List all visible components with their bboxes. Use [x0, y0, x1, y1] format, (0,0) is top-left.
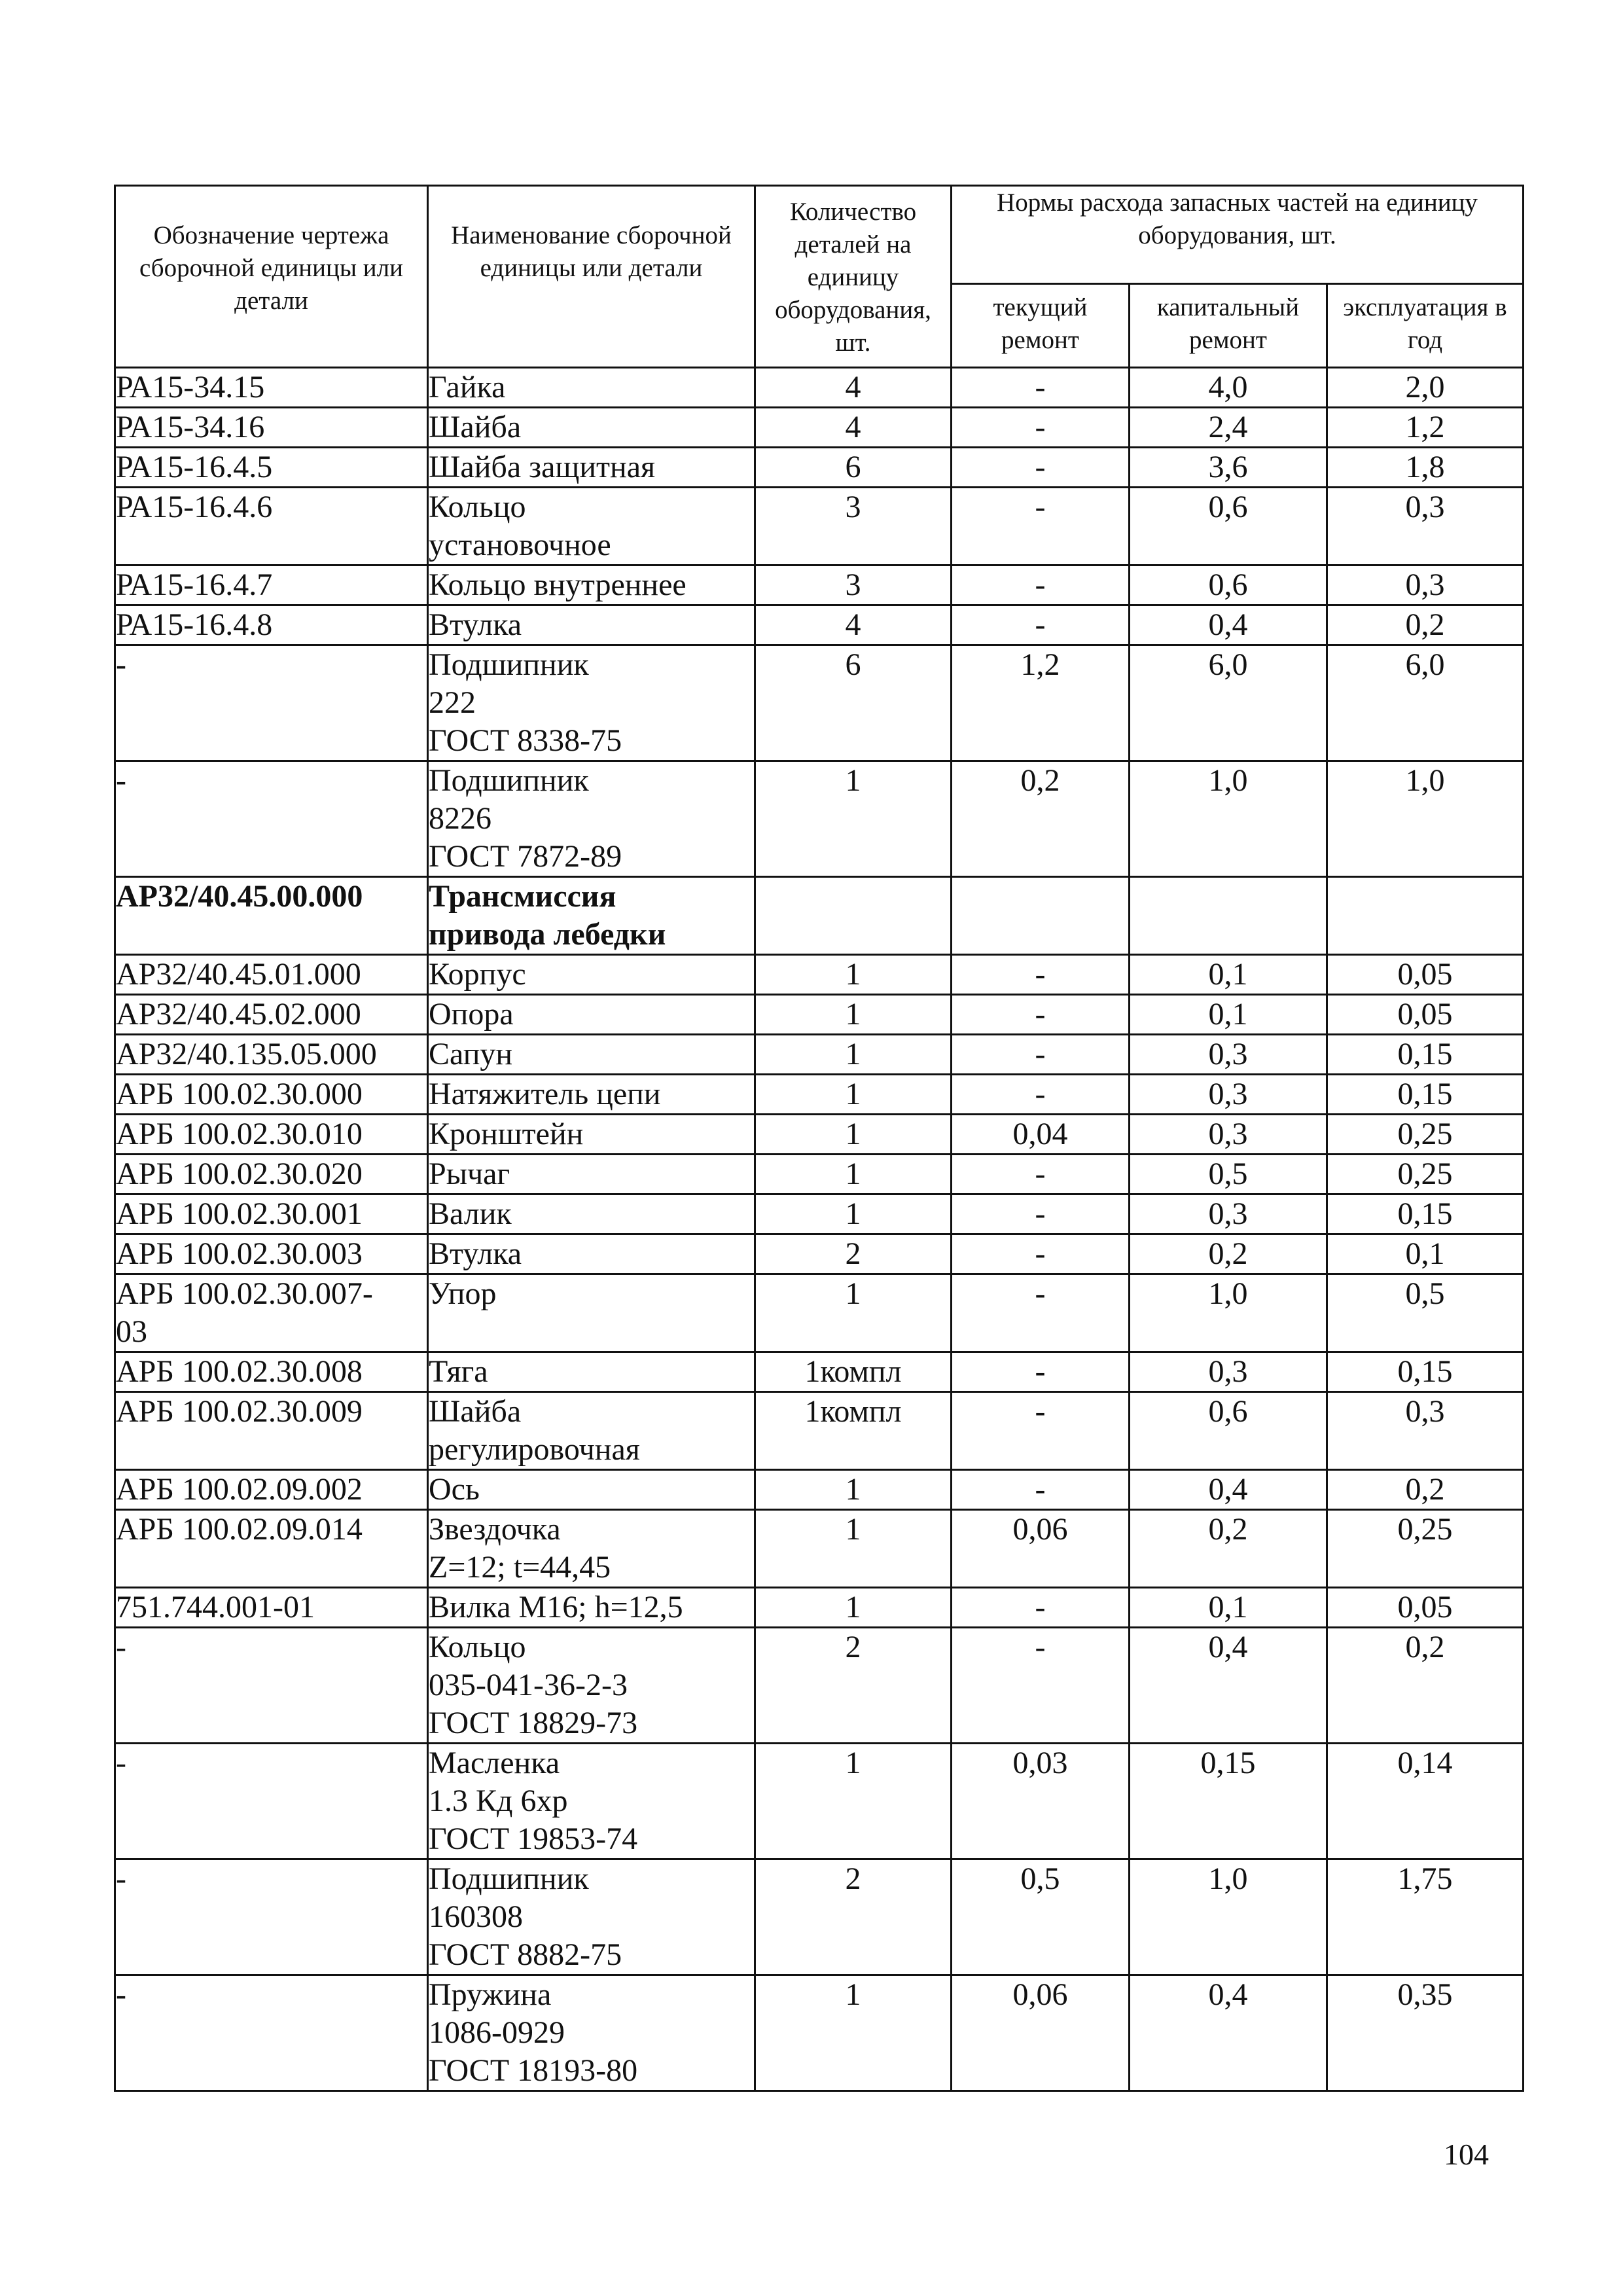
cell-part-name: Кольцо 035-041-36-2-3 ГОСТ 18829-73 — [428, 1628, 755, 1744]
cell-drawing-code: АР32/40.45.00.000 — [115, 877, 428, 955]
cell-part-name: Шайба регулировочная — [428, 1392, 755, 1470]
cell-annual-operation: 0,35 — [1327, 1975, 1524, 2091]
cell-part-name: Кольцо внутреннее — [428, 565, 755, 605]
cell-capital-repair: 0,3 — [1130, 1115, 1327, 1155]
cell-quantity: 2 — [755, 1859, 952, 1975]
cell-capital-repair: 4,0 — [1130, 368, 1327, 408]
cell-part-name: Опора — [428, 995, 755, 1035]
table-row — [115, 1510, 1524, 1588]
cell-annual-operation: 0,2 — [1327, 1628, 1524, 1744]
cell-part-name: Валик — [428, 1194, 755, 1234]
cell-part-name: Вилка М16; h=12,5 — [428, 1588, 755, 1628]
table-row — [115, 605, 1524, 645]
cell-quantity: 1 — [755, 1470, 952, 1510]
cell-drawing-code: - — [115, 1975, 428, 2091]
cell-annual-operation: 0,25 — [1327, 1155, 1524, 1194]
cell-capital-repair: 0,6 — [1130, 565, 1327, 605]
cell-quantity: 1компл — [755, 1392, 952, 1470]
cell-annual-operation: 0,05 — [1327, 995, 1524, 1035]
cell-annual-operation: 0,15 — [1327, 1194, 1524, 1234]
cell-drawing-code: АРБ 100.02.30.020 — [115, 1155, 428, 1194]
cell-part-name: Втулка — [428, 605, 755, 645]
cell-current-repair: - — [952, 1194, 1130, 1234]
cell-capital-repair: 0,4 — [1130, 605, 1327, 645]
cell-quantity: 2 — [755, 1234, 952, 1274]
cell-capital-repair: 0,2 — [1130, 1510, 1327, 1588]
cell-drawing-code: АР32/40.45.02.000 — [115, 995, 428, 1035]
cell-part-name: Пружина 1086-0929 ГОСТ 18193-80 — [428, 1975, 755, 2091]
cell-quantity: 1 — [755, 1155, 952, 1194]
cell-drawing-code: АРБ 100.02.30.010 — [115, 1115, 428, 1155]
spare-parts-table — [114, 185, 1524, 2092]
cell-current-repair: - — [952, 448, 1130, 488]
cell-capital-repair: 0,1 — [1130, 995, 1327, 1035]
table-row — [115, 1392, 1524, 1470]
cell-drawing-code: АРБ 100.02.30.007- 03 — [115, 1274, 428, 1352]
cell-current-repair: - — [952, 1588, 1130, 1628]
cell-capital-repair: 0,15 — [1130, 1744, 1327, 1859]
cell-drawing-code: РА15-16.4.8 — [115, 605, 428, 645]
table-row — [115, 1075, 1524, 1115]
cell-capital-repair: 0,6 — [1130, 1392, 1327, 1470]
cell-current-repair: - — [952, 1470, 1130, 1510]
cell-annual-operation: 0,05 — [1327, 955, 1524, 995]
cell-part-name: Кронштейн — [428, 1115, 755, 1155]
cell-part-name: Тяга — [428, 1352, 755, 1392]
cell-annual-operation: 0,5 — [1327, 1274, 1524, 1352]
cell-current-repair: - — [952, 1392, 1130, 1470]
cell-quantity: 1 — [755, 1075, 952, 1115]
cell-annual-operation: 0,2 — [1327, 605, 1524, 645]
cell-annual-operation: 0,25 — [1327, 1115, 1524, 1155]
cell-part-name: Подшипник 222 ГОСТ 8338-75 — [428, 645, 755, 761]
header-drawing-code: Обозначение чертежа сборочной единицы или детали — [115, 186, 428, 368]
cell-quantity: 1 — [755, 955, 952, 995]
cell-part-name: Втулка — [428, 1234, 755, 1274]
cell-capital-repair: 0,3 — [1130, 1194, 1327, 1234]
cell-annual-operation: 0,14 — [1327, 1744, 1524, 1859]
table-row — [115, 1975, 1524, 2091]
cell-capital-repair: 1,0 — [1130, 1274, 1327, 1352]
cell-annual-operation: 0,3 — [1327, 1392, 1524, 1470]
cell-annual-operation: 0,15 — [1327, 1075, 1524, 1115]
cell-current-repair: - — [952, 605, 1130, 645]
cell-current-repair: - — [952, 1155, 1130, 1194]
cell-annual-operation: 0,15 — [1327, 1352, 1524, 1392]
cell-quantity: 1 — [755, 995, 952, 1035]
cell-quantity: 4 — [755, 408, 952, 448]
table-row — [115, 877, 1524, 955]
cell-capital-repair: 6,0 — [1130, 645, 1327, 761]
cell-annual-operation: 1,2 — [1327, 408, 1524, 448]
table-row — [115, 1588, 1524, 1628]
cell-quantity: 1 — [755, 1035, 952, 1075]
table-row — [115, 995, 1524, 1035]
page-number: 104 — [1444, 2138, 1489, 2171]
cell-current-repair: 0,06 — [952, 1975, 1130, 2091]
cell-part-name: Шайба защитная — [428, 448, 755, 488]
cell-part-name: Звездочка Z=12; t=44,45 — [428, 1510, 755, 1588]
cell-part-name: Масленка 1.3 Кд 6хр ГОСТ 19853-74 — [428, 1744, 755, 1859]
cell-part-name: Кольцо установочное — [428, 488, 755, 565]
cell-drawing-code: РА15-34.15 — [115, 368, 428, 408]
cell-annual-operation: 0,25 — [1327, 1510, 1524, 1588]
header-part-name: Наименование сборочной единицы или детали — [428, 186, 755, 368]
cell-quantity: 1 — [755, 1274, 952, 1352]
cell-drawing-code: РА15-16.4.7 — [115, 565, 428, 605]
cell-annual-operation: 0,2 — [1327, 1470, 1524, 1510]
cell-drawing-code: РА15-16.4.5 — [115, 448, 428, 488]
cell-drawing-code: - — [115, 761, 428, 877]
table-row — [115, 645, 1524, 761]
cell-annual-operation: 0,05 — [1327, 1588, 1524, 1628]
cell-drawing-code: АР32/40.135.05.000 — [115, 1035, 428, 1075]
cell-quantity: 1 — [755, 761, 952, 877]
table-row — [115, 488, 1524, 565]
header-quantity: Количество деталей на единицу оборудования, шт. — [755, 186, 952, 368]
cell-drawing-code: 751.744.001-01 — [115, 1588, 428, 1628]
cell-capital-repair: 0,3 — [1130, 1352, 1327, 1392]
cell-drawing-code: - — [115, 645, 428, 761]
table-row — [115, 1859, 1524, 1975]
cell-quantity: 3 — [755, 488, 952, 565]
table-row — [115, 448, 1524, 488]
cell-part-name: Подшипник 160308 ГОСТ 8882-75 — [428, 1859, 755, 1975]
cell-quantity: 2 — [755, 1628, 952, 1744]
cell-quantity: 6 — [755, 645, 952, 761]
cell-current-repair: - — [952, 368, 1130, 408]
table-header — [115, 186, 1524, 368]
cell-annual-operation — [1327, 877, 1524, 955]
cell-current-repair: - — [952, 955, 1130, 995]
cell-drawing-code: АРБ 100.02.30.001 — [115, 1194, 428, 1234]
cell-part-name: Упор — [428, 1274, 755, 1352]
cell-drawing-code: - — [115, 1859, 428, 1975]
cell-annual-operation: 0,3 — [1327, 565, 1524, 605]
cell-capital-repair: 0,2 — [1130, 1234, 1327, 1274]
cell-part-name: Гайка — [428, 368, 755, 408]
cell-annual-operation: 6,0 — [1327, 645, 1524, 761]
cell-capital-repair: 0,3 — [1130, 1075, 1327, 1115]
table-row — [115, 565, 1524, 605]
cell-capital-repair: 1,0 — [1130, 761, 1327, 877]
cell-current-repair: - — [952, 1035, 1130, 1075]
cell-part-name: Рычаг — [428, 1155, 755, 1194]
cell-quantity — [755, 877, 952, 955]
table-row — [115, 1352, 1524, 1392]
cell-quantity: 1 — [755, 1744, 952, 1859]
cell-quantity: 1 — [755, 1975, 952, 2091]
cell-part-name: Подшипник 8226 ГОСТ 7872-89 — [428, 761, 755, 877]
cell-quantity: 4 — [755, 605, 952, 645]
cell-current-repair: 0,03 — [952, 1744, 1130, 1859]
cell-annual-operation: 1,0 — [1327, 761, 1524, 877]
cell-current-repair: - — [952, 1628, 1130, 1744]
cell-current-repair: - — [952, 1274, 1130, 1352]
cell-quantity: 1 — [755, 1194, 952, 1234]
table-row — [115, 1155, 1524, 1194]
cell-current-repair: - — [952, 488, 1130, 565]
table-row — [115, 368, 1524, 408]
cell-annual-operation: 1,75 — [1327, 1859, 1524, 1975]
cell-current-repair: - — [952, 995, 1130, 1035]
cell-capital-repair: 0,1 — [1130, 955, 1327, 995]
cell-capital-repair: 1,0 — [1130, 1859, 1327, 1975]
cell-quantity: 1 — [755, 1510, 952, 1588]
cell-part-name: Ось — [428, 1470, 755, 1510]
table-row — [115, 1628, 1524, 1744]
cell-current-repair: 0,5 — [952, 1859, 1130, 1975]
cell-drawing-code: - — [115, 1744, 428, 1859]
table-row — [115, 1744, 1524, 1859]
table-row — [115, 1035, 1524, 1075]
cell-quantity: 1 — [755, 1588, 952, 1628]
table-row — [115, 1470, 1524, 1510]
table-row — [115, 1234, 1524, 1274]
cell-drawing-code: АРБ 100.02.30.008 — [115, 1352, 428, 1392]
cell-annual-operation: 2,0 — [1327, 368, 1524, 408]
cell-drawing-code: АРБ 100.02.30.009 — [115, 1392, 428, 1470]
table-row — [115, 1274, 1524, 1352]
header-annual-operation: эксплуатация в год — [1327, 284, 1524, 368]
cell-capital-repair: 0,4 — [1130, 1628, 1327, 1744]
table-row — [115, 955, 1524, 995]
cell-drawing-code: АРБ 100.02.09.014 — [115, 1510, 428, 1588]
header-current-repair: текущий ремонт — [952, 284, 1130, 368]
cell-capital-repair: 0,3 — [1130, 1035, 1327, 1075]
cell-drawing-code: - — [115, 1628, 428, 1744]
cell-capital-repair: 2,4 — [1130, 408, 1327, 448]
cell-drawing-code: РА15-34.16 — [115, 408, 428, 448]
cell-current-repair: - — [952, 1234, 1130, 1274]
cell-capital-repair: 0,4 — [1130, 1975, 1327, 2091]
cell-quantity: 1 — [755, 1115, 952, 1155]
cell-drawing-code: АР32/40.45.01.000 — [115, 955, 428, 995]
cell-quantity: 4 — [755, 368, 952, 408]
cell-drawing-code: АРБ 100.02.30.003 — [115, 1234, 428, 1274]
cell-annual-operation: 0,15 — [1327, 1035, 1524, 1075]
cell-annual-operation: 1,8 — [1327, 448, 1524, 488]
cell-capital-repair: 0,4 — [1130, 1470, 1327, 1510]
table-row — [115, 761, 1524, 877]
cell-capital-repair — [1130, 877, 1327, 955]
cell-drawing-code: РА15-16.4.6 — [115, 488, 428, 565]
cell-quantity: 3 — [755, 565, 952, 605]
table-body — [115, 368, 1524, 2091]
cell-quantity: 1компл — [755, 1352, 952, 1392]
cell-current-repair: - — [952, 1352, 1130, 1392]
cell-part-name: Сапун — [428, 1035, 755, 1075]
cell-annual-operation: 0,3 — [1327, 488, 1524, 565]
cell-capital-repair: 0,1 — [1130, 1588, 1327, 1628]
cell-capital-repair: 0,6 — [1130, 488, 1327, 565]
cell-part-name: Трансмиссия привода лебедки — [428, 877, 755, 955]
cell-quantity: 6 — [755, 448, 952, 488]
header-consumption-norms: Нормы расхода запасных частей на единицу оборудования, шт. — [952, 186, 1524, 284]
cell-current-repair: 1,2 — [952, 645, 1130, 761]
cell-part-name: Шайба — [428, 408, 755, 448]
cell-current-repair: 0,04 — [952, 1115, 1130, 1155]
cell-current-repair: 0,06 — [952, 1510, 1130, 1588]
cell-drawing-code: АРБ 100.02.09.002 — [115, 1470, 428, 1510]
cell-annual-operation: 0,1 — [1327, 1234, 1524, 1274]
table-row — [115, 1115, 1524, 1155]
table-row — [115, 408, 1524, 448]
header-capital-repair: капитальный ремонт — [1130, 284, 1327, 368]
table-row — [115, 1194, 1524, 1234]
cell-capital-repair: 3,6 — [1130, 448, 1327, 488]
cell-current-repair: - — [952, 565, 1130, 605]
cell-part-name: Корпус — [428, 955, 755, 995]
cell-current-repair: 0,2 — [952, 761, 1130, 877]
cell-part-name: Натяжитель цепи — [428, 1075, 755, 1115]
cell-current-repair: - — [952, 1075, 1130, 1115]
cell-drawing-code: АРБ 100.02.30.000 — [115, 1075, 428, 1115]
cell-current-repair: - — [952, 408, 1130, 448]
cell-current-repair — [952, 877, 1130, 955]
cell-capital-repair: 0,5 — [1130, 1155, 1327, 1194]
